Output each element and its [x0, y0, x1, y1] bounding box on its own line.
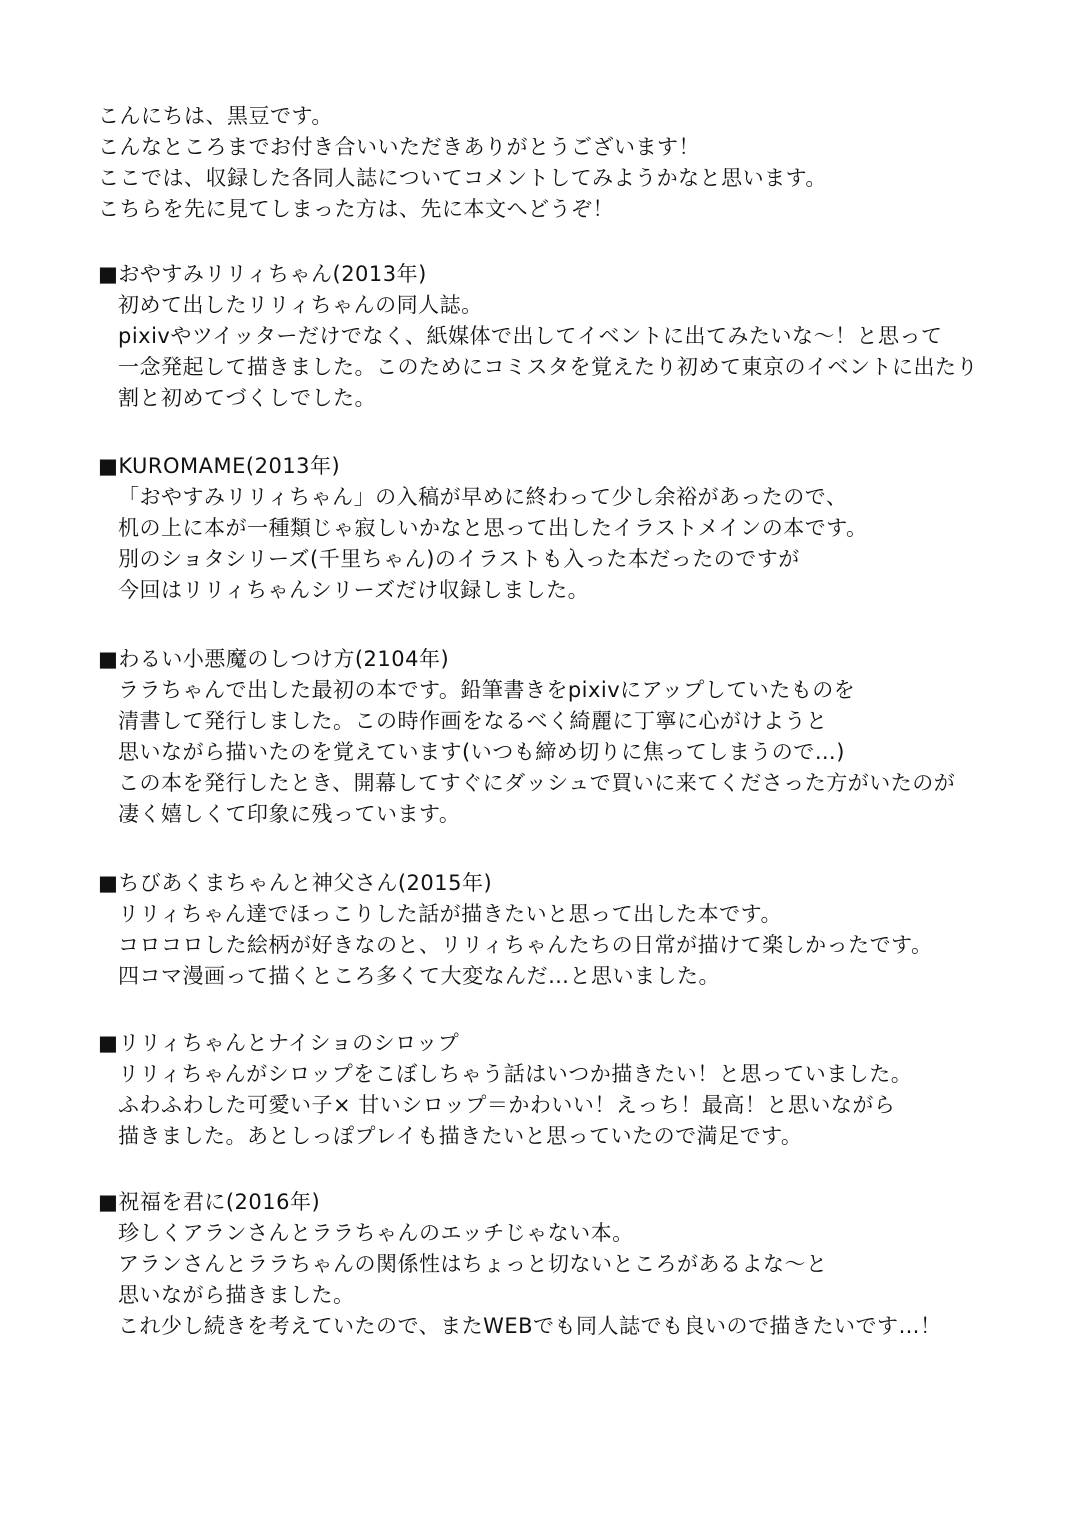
section-line: 思いながら描きました。	[118, 1283, 355, 1307]
section-line: 一念発起して描きました。このためにコミスタを覚えたり初めて東京のイベントに出たり	[118, 355, 978, 379]
section-body	[98, 482, 998, 606]
section-line: ララちゃんで出した最初の本です。鉛筆書きをpixivにアップしていたものを	[118, 678, 856, 702]
section-line: これ少し続きを考えていたので、またWEBでも同人誌でも良いので描きたいです…！	[118, 1314, 942, 1338]
section-title: ■リリィちゃんとナイショのシロップ	[98, 1031, 460, 1055]
section-body	[98, 1218, 998, 1342]
intro-paragraph	[98, 101, 998, 225]
section-line: 描きました。あとしっぽプレイも描きたいと思っていたので満足です。	[118, 1124, 803, 1148]
intro-line: こちらを先に見てしまった方は、先に本文へどうぞ！	[98, 197, 614, 221]
section-naisho-syrup	[98, 1028, 998, 1152]
section-line: この本を発行したとき、開幕してすぐにダッシュで買いに来てくださった方がいたのが	[118, 771, 956, 795]
section-line: 別のショタシリーズ(千里ちゃん)のイラストも入った本だったのですが	[118, 547, 800, 571]
section-line: アランさんとララちゃんの関係性はちょっと切ないところがあるよな〜と	[118, 1252, 828, 1276]
section-body	[98, 675, 998, 830]
section-oyasumi-lily	[98, 259, 998, 414]
intro-line: ここでは、収録した各同人誌についてコメントしてみようかなと思います。	[98, 166, 827, 190]
section-line: 今回はリリィちゃんシリーズだけ収録しました。	[118, 578, 590, 602]
intro-line: こんなところまでお付き合いいただきありがとうございます！	[98, 135, 700, 159]
section-title: ■KUROMAME(2013年)	[98, 454, 341, 478]
section-line: pixivやツイッターだけでなく、紙媒体で出してイベントに出てみたいな〜！と思って	[118, 324, 943, 348]
section-title: ■おやすみリリィちゃん(2013年)	[98, 262, 427, 286]
section-body	[98, 899, 998, 992]
section-title: ■わるい小悪魔のしつけ方(2104年)	[98, 647, 450, 671]
section-title: ■ちびあくまちゃんと神父さん(2015年)	[98, 871, 493, 895]
section-body	[98, 1059, 998, 1152]
section-kuromame	[98, 451, 998, 606]
section-warui-koakuma	[98, 644, 998, 830]
section-line: 珍しくアランさんとララちゃんのエッチじゃない本。	[118, 1221, 634, 1245]
section-line: リリィちゃん達でほっこりした話が描きたいと思って出した本です。	[118, 902, 782, 926]
section-line: 凄く嬉しくて印象に残っています。	[118, 802, 461, 826]
section-line: 思いながら描いたのを覚えています(いつも締め切りに焦ってしまうので…)	[118, 740, 845, 764]
section-line: 「おやすみリリィちゃん」の入稿が早めに終わって少し余裕があったので、	[118, 485, 848, 509]
section-shukufuku	[98, 1187, 998, 1342]
section-chibi-akuma	[98, 868, 998, 992]
section-line: 机の上に本が一種類じゃ寂しいかなと思って出したイラストメインの本です。	[118, 516, 868, 540]
section-line: リリィちゃんがシロップをこぼしちゃう話はいつか描きたい！と思っていました。	[118, 1062, 913, 1086]
section-body	[98, 290, 998, 414]
section-line: 清書して発行しました。この時作画をなるべく綺麗に丁寧に心がけようと	[118, 709, 828, 733]
section-line: コロコロした絵柄が好きなのと、リリィちゃんたちの日常が描けて楽しかったです。	[118, 933, 933, 957]
intro-line: こんにちは、黒豆です。	[98, 104, 333, 128]
section-line: 割と初めてづくしでした。	[118, 386, 376, 410]
section-title: ■祝福を君に(2016年)	[98, 1190, 321, 1214]
section-line: 四コマ漫画って描くところ多くて大変なんだ…と思いました。	[118, 964, 720, 988]
section-line: ふわふわした可愛い子× 甘いシロップ＝かわいい！えっち！最高！と思いながら	[118, 1093, 896, 1117]
section-line: 初めて出したリリィちゃんの同人誌。	[118, 293, 483, 317]
